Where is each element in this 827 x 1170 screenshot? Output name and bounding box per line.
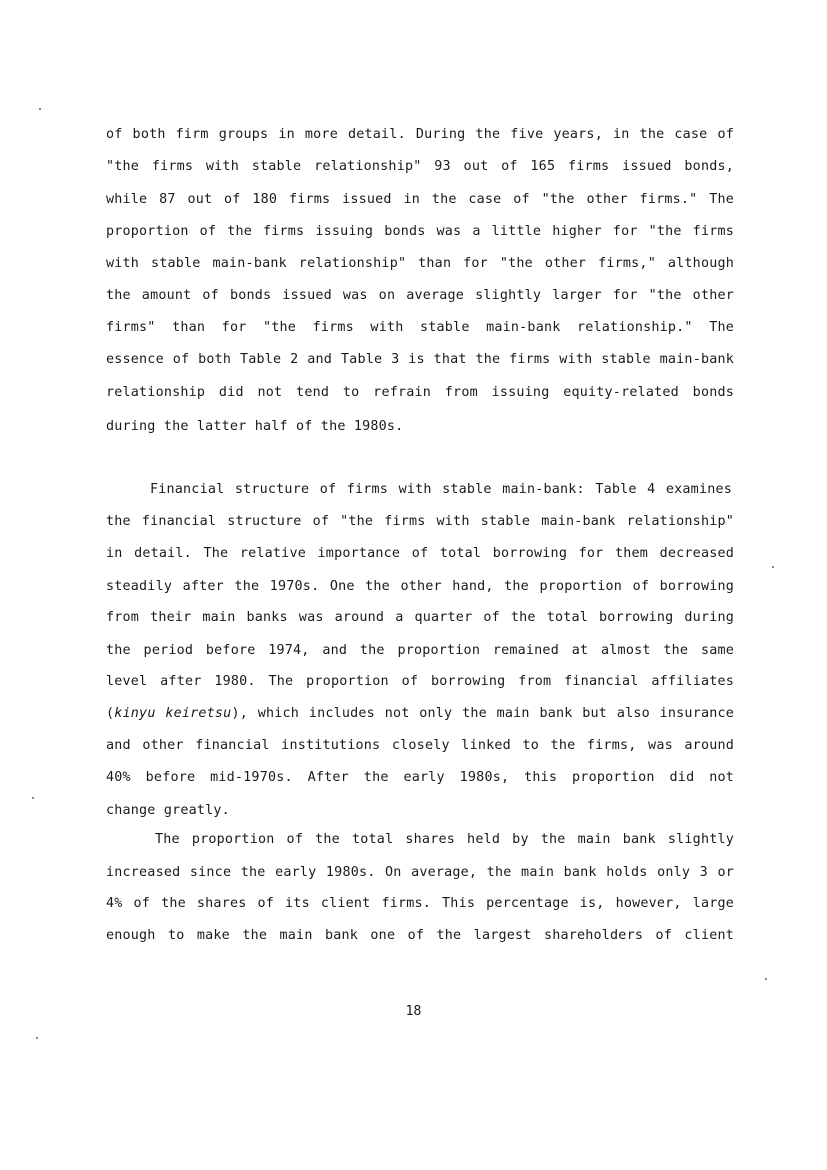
page-number: 18 [405, 1004, 422, 1019]
scan-speck [32, 797, 34, 799]
text-line: the amount of bonds issued was on average slightly larger for "the other [106, 288, 734, 303]
text-line: from their main banks was around a quarter of the total borrowing during [106, 610, 734, 625]
text-line: the financial structure of "the firms with stable main-bank relationship" [106, 514, 734, 529]
text-line: essence of both Table 2 and Table 3 is that the firms with stable main-bank [106, 352, 734, 367]
text-line: change greatly. [106, 803, 230, 818]
scan-speck [39, 108, 41, 110]
text-line: Financial structure of firms with stable main-bank: Table 4 examines [150, 482, 732, 497]
text-line: of both firm groups in more detail. During the five years, in the case of [106, 127, 734, 142]
scan-speck [765, 978, 767, 980]
scan-speck [36, 1037, 38, 1039]
text-line: while 87 out of 180 firms issued in the case of "the other firms." The [106, 192, 734, 207]
text-line: the period before 1974, and the proportion remained at almost the same [106, 643, 734, 658]
text-line: level after 1980. The proportion of borrowing from financial affiliates [106, 674, 734, 689]
text-line: with stable main-bank relationship" than for "the other firms," although [106, 256, 734, 271]
text-line: "the firms with stable relationship" 93 out of 165 firms issued bonds, [106, 159, 734, 174]
text-line: during the latter half of the 1980s. [106, 419, 404, 434]
text-line: 4% of the shares of its client firms. This percentage is, however, large [106, 896, 734, 911]
text-line: firms" than for "the firms with stable main-bank relationship." The [106, 320, 734, 335]
text-line: 40% before mid-1970s. After the early 1980s, this proportion did not [106, 770, 734, 785]
italic-term: kinyu keiretsu [114, 706, 232, 721]
text-line: enough to make the main bank one of the largest shareholders of client [106, 928, 734, 943]
text-line: (kinyu keiretsu), which includes not only the main bank but also insurance [106, 706, 735, 721]
text-line: proportion of the firms issuing bonds was a little higher for "the firms [106, 224, 734, 239]
text-line: increased since the early 1980s. On average, the main bank holds only 3 or [106, 865, 734, 880]
text-line: in detail. The relative importance of total borrowing for them decreased [106, 546, 734, 561]
text-line: The proportion of the total shares held by the main bank slightly [155, 832, 734, 847]
scan-speck [772, 566, 774, 568]
text-line: relationship did not tend to refrain from issuing equity-related bonds [106, 385, 734, 400]
text-line: steadily after the 1970s. One the other hand, the proportion of borrowing [106, 579, 734, 594]
text-line: and other financial institutions closely linked to the firms, was around [106, 738, 734, 753]
